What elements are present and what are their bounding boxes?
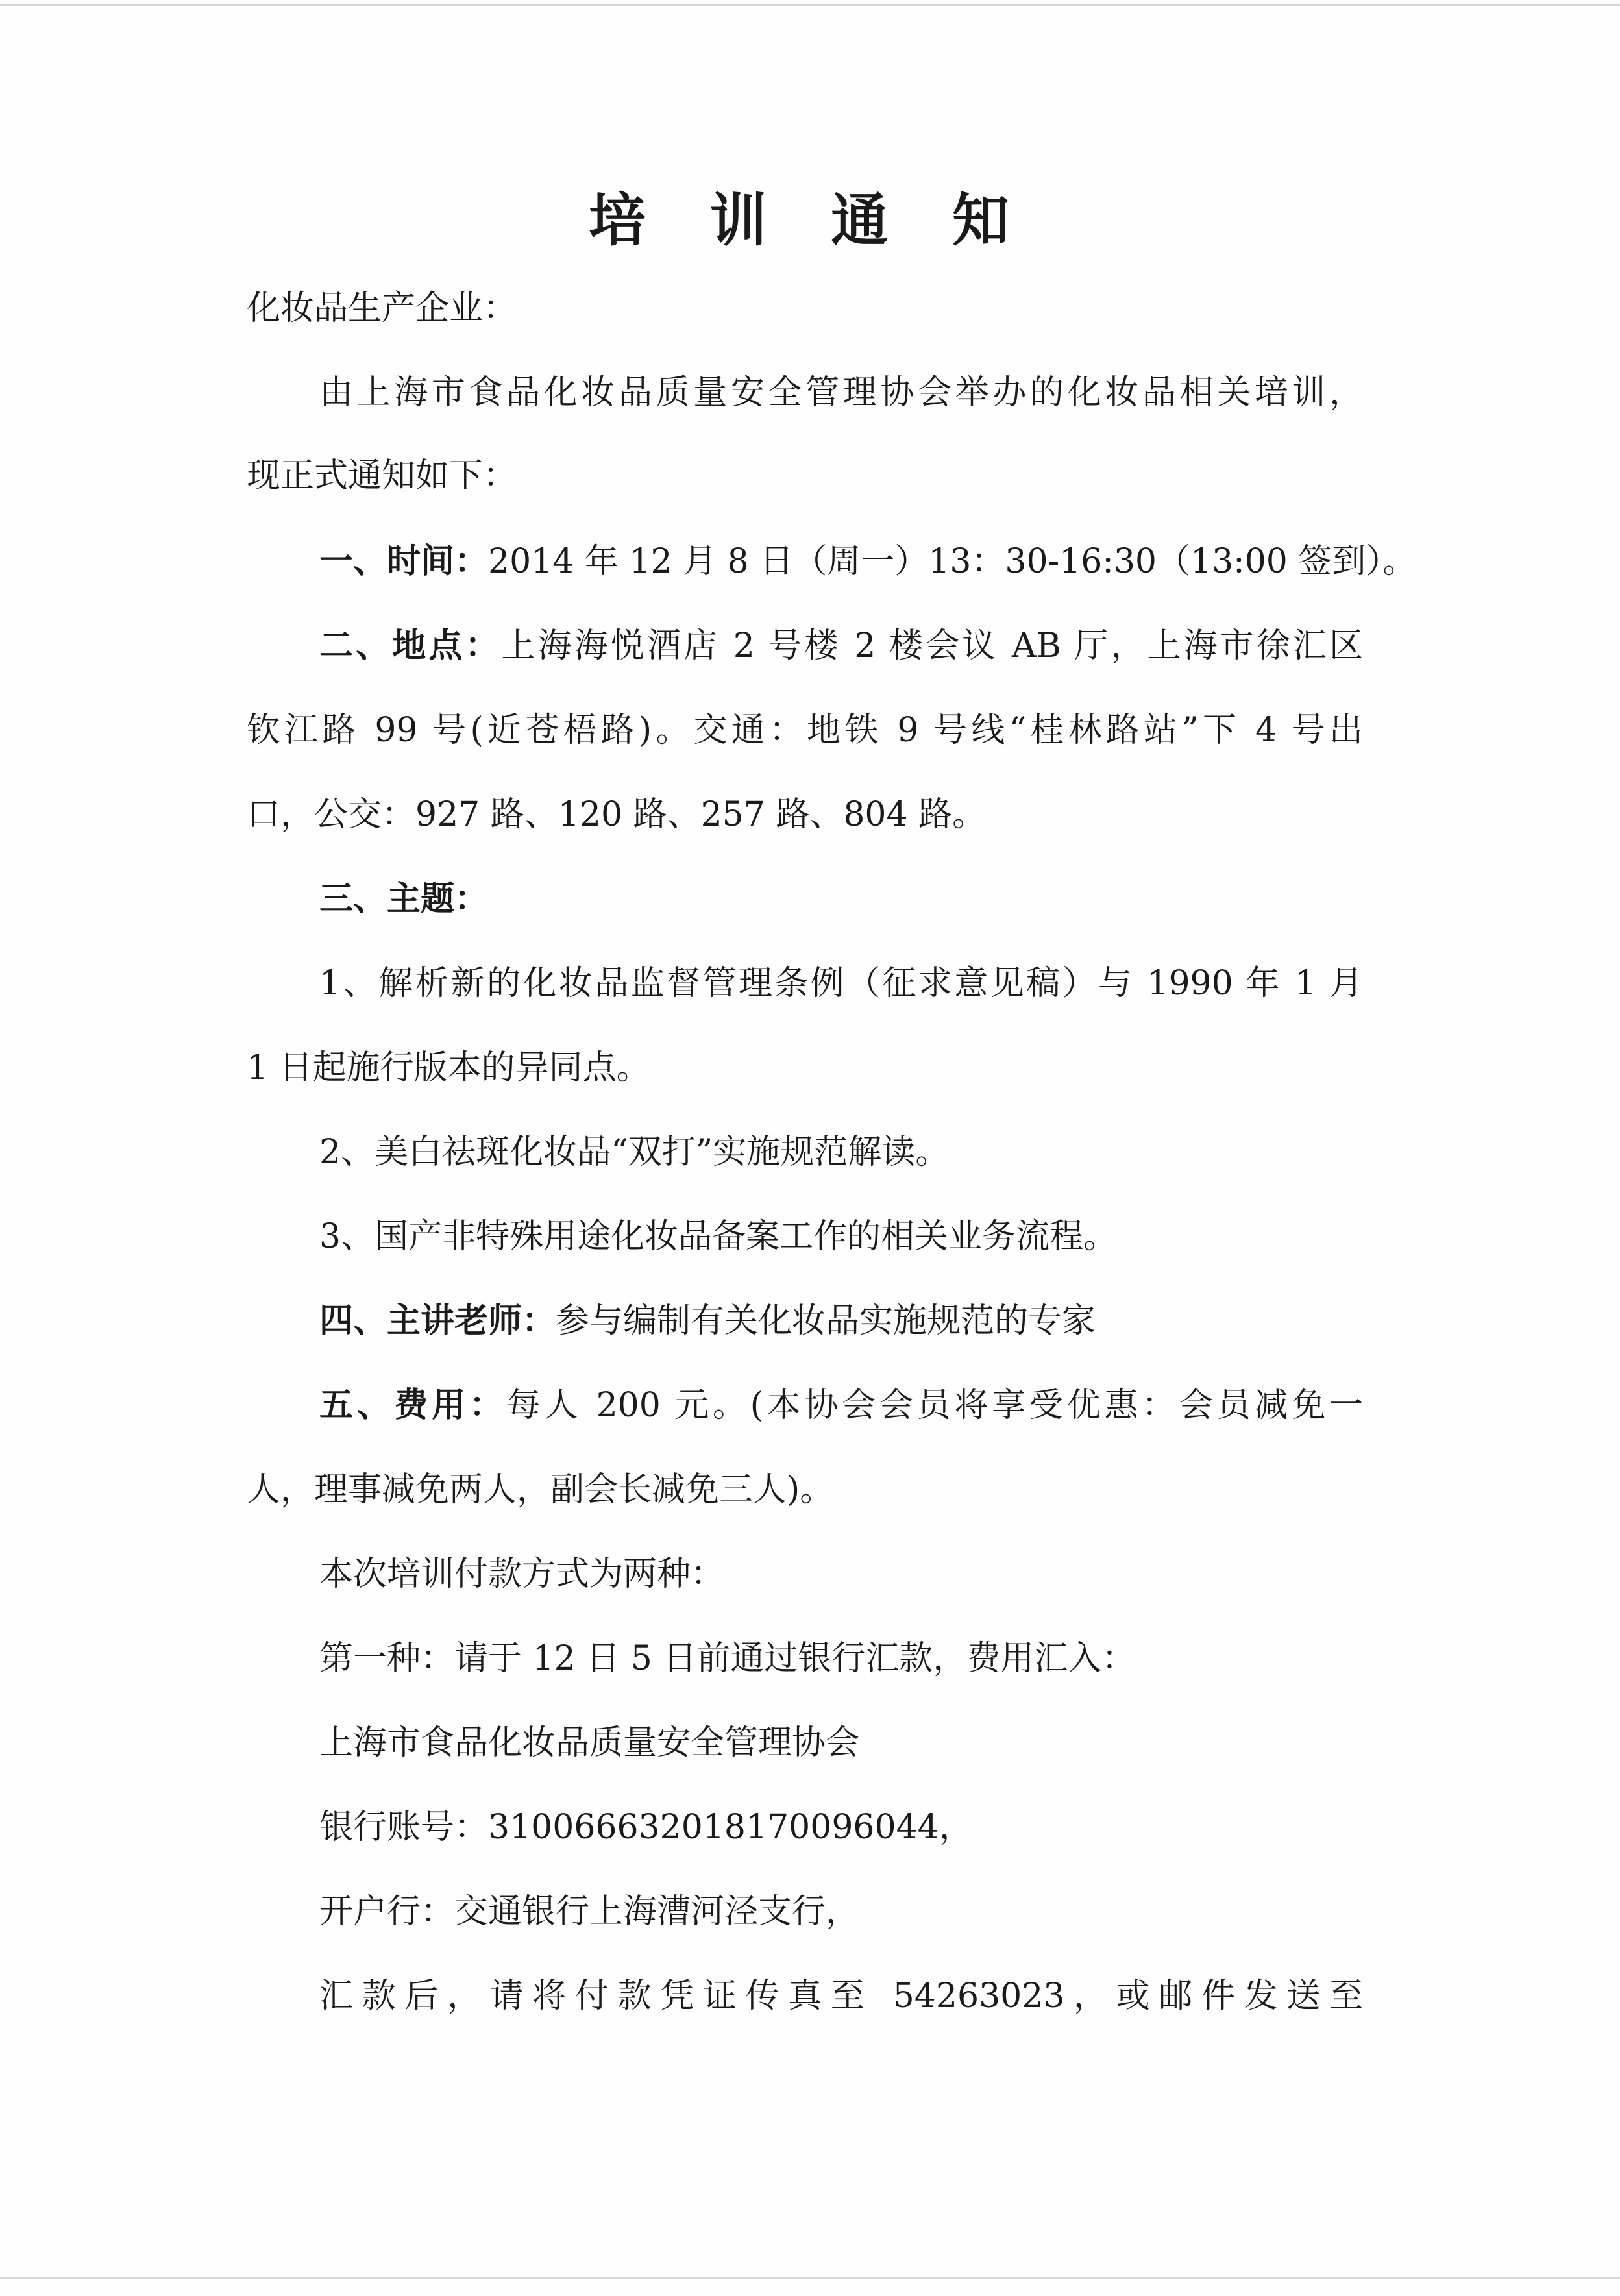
location-paragraph [319, 623, 1363, 669]
topic-item-1-line-1: 1、解析新的化妆品监督管理条例（征求意见稿）与 1990 年 1 月 [319, 964, 1363, 1003]
location-line-1: 上海海悦酒店 2 号楼 2 楼会议 AB 厅，上海市徐汇区 [501, 626, 1363, 665]
fee-line-2: 人，理事减免两人，副会长减免三人)。 [247, 1470, 834, 1509]
fee-label: 五、费用： [319, 1386, 507, 1425]
bank-account: 银行账号：310066632018170096044， [319, 1808, 973, 1847]
fee-paragraph [319, 1383, 1363, 1428]
location-line-3: 口，公交：927 路、120 路、257 路、804 路。 [247, 795, 987, 834]
payment-after: 汇款后，请将付款凭证传真至 54263023，或邮件发送至 [319, 1977, 1363, 2016]
payment-intro: 本次培训付款方式为两种： [319, 1555, 725, 1594]
scan-edge-top [0, 4, 1620, 6]
location-label: 二、地点： [319, 626, 502, 665]
lecturer-label: 四、主讲老师： [319, 1302, 556, 1340]
intro-line-1: 由上海市食品化妆品质量安全管理协会举办的化妆品相关培训， [319, 373, 1363, 412]
lecturer-paragraph [319, 1298, 1096, 1344]
topic-item-3: 3、国产非特殊用途化妆品备案工作的相关业务流程。 [319, 1217, 1118, 1256]
lecturer-text: 参与编制有关化妆品实施规范的专家 [556, 1302, 1096, 1340]
topic-label: 三、主题： [319, 880, 489, 919]
payment-method-1: 第一种：请于 12 日 5 日前通过银行汇款，费用汇入： [319, 1639, 1136, 1678]
time-paragraph [319, 539, 1416, 584]
time-label: 一、时间： [319, 542, 489, 581]
location-line-2: 钦江路 99 号(近苍梧路)。交通：地铁 9 号线“桂林路站”下 4 号出 [247, 711, 1363, 750]
salutation: 化妆品生产企业： [247, 289, 517, 328]
intro-line-2: 现正式通知如下： [247, 456, 517, 495]
topic-item-1-line-2: 1 日起施行版本的异同点。 [247, 1048, 650, 1087]
payee-name: 上海市食品化妆品质量安全管理协会 [319, 1723, 860, 1762]
scan-edge-bottom [0, 2277, 1620, 2279]
time-text: 2014 年 12 月 8 日（周一）13：30-16:30（13:00 签到）。 [488, 542, 1417, 581]
bank-branch: 开户行：交通银行上海漕河泾支行， [319, 1892, 860, 1931]
fee-line-1: 每人 200 元。(本协会会员将享受优惠：会员减免一 [506, 1386, 1363, 1425]
page-title: 培 训 通 知 [589, 187, 1031, 254]
topic-item-2: 2、美白祛斑化妆品“双打”实施规范解读。 [319, 1133, 950, 1172]
